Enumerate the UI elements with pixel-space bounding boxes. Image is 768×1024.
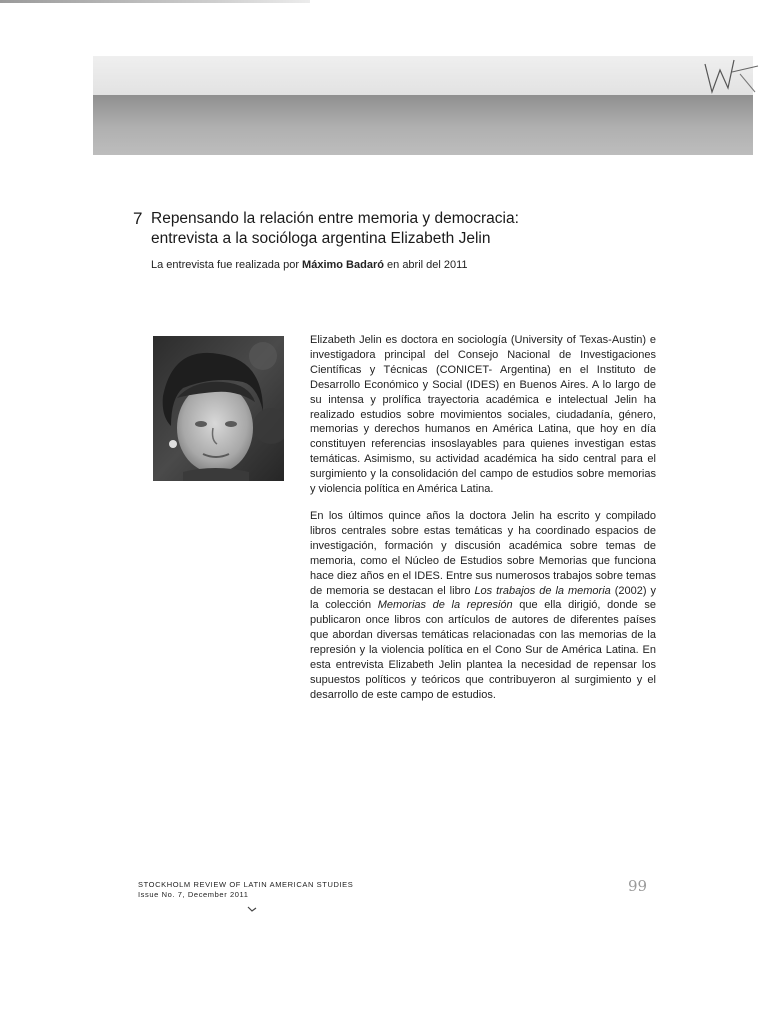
paragraph-1: Elizabeth Jelin es doctora en sociología (University of Texas-Austin) e investigadora principal del Consejo Nacional de Investigaciones Científicas y Técnicas (CONICET- Argentina) en el Instituto de Desarrollo Económico y Social (IDES) en Buenos Aires. A lo largo de su intensa y prolífica trayectoria académica e intelectual Jelin ha realizado estudios sobre movimientos sociales, ciudadanía, género, memorias y derechos humanos en América Latina, que hoy en día constituyen referencias insoslayables para quienes investigan estas temáticas. Asimismo, su actividad académica ha sido central para el surgimiento y la consolidación del campo de estudios sobre memorias y violencia política en América Latina. xyxy=(310,334,656,496)
collection-title: Memorias de la represión xyxy=(377,599,513,612)
header-band xyxy=(93,95,753,155)
journal-name: STOCKHOLM REVIEW OF LATIN AMERICAN STUDIES xyxy=(138,880,354,889)
handwritten-pen-mark-icon xyxy=(700,52,760,102)
header-band-light xyxy=(93,56,753,96)
paragraph-2-text-c: que ella dirigió, donde se publicaron once libros con artículos de autores de diferentes países que abordan diversas temáticas relacionadas con las memorias de la represión y la violencia política en el Cono Sur de América Latina. En esta entrevista Elizabeth Jelin plantea la necesidad de repensar los supuestos políticos y teóricos que contribuyeron al surgimiento y el desarrollo de este campo de estudios. xyxy=(310,599,656,701)
scan-edge-line xyxy=(0,0,310,3)
page-number: 99 xyxy=(628,877,648,895)
issue-info: Issue No. 7, December 2011 xyxy=(138,890,249,899)
stray-mark-icon xyxy=(247,905,257,913)
byline-suffix: en abril del 2011 xyxy=(383,259,468,271)
byline-prefix: La entrevista fue realizada por xyxy=(151,259,303,271)
title-row xyxy=(133,209,653,249)
title-line-2: entrevista a la socióloga argentina Elizabeth Jelin xyxy=(151,230,491,247)
article-title xyxy=(151,209,519,249)
byline-author: Máximo Badaró xyxy=(302,259,384,271)
byline xyxy=(151,259,653,271)
chapter-number: 7 xyxy=(133,209,143,228)
paragraph-2-text-a: En los últimos quince años la doctora Jelin ha escrito y compilado libros centrales sobre estas temáticas y ha coordinado espacios de investigación, formación y discusión académica sobre temas de memoria, como el Núcleo de Estudios sobre Memorias que funciona hace diez años en el IDES. Entre sus numerosos trabajos sobre temas de memoria se destacan el libro xyxy=(310,509,656,597)
article-body xyxy=(310,333,656,715)
title-line-1: Repensando la relación entre memoria y democracia: xyxy=(151,210,519,227)
paragraph-2-text-b: (2002) y la colección xyxy=(310,584,656,612)
article-header xyxy=(133,209,653,271)
book-title: Los trabajos de la memoria xyxy=(474,584,611,597)
page-footer xyxy=(138,880,658,900)
portrait-photo-icon xyxy=(153,336,284,481)
paragraph-2 xyxy=(310,509,656,703)
